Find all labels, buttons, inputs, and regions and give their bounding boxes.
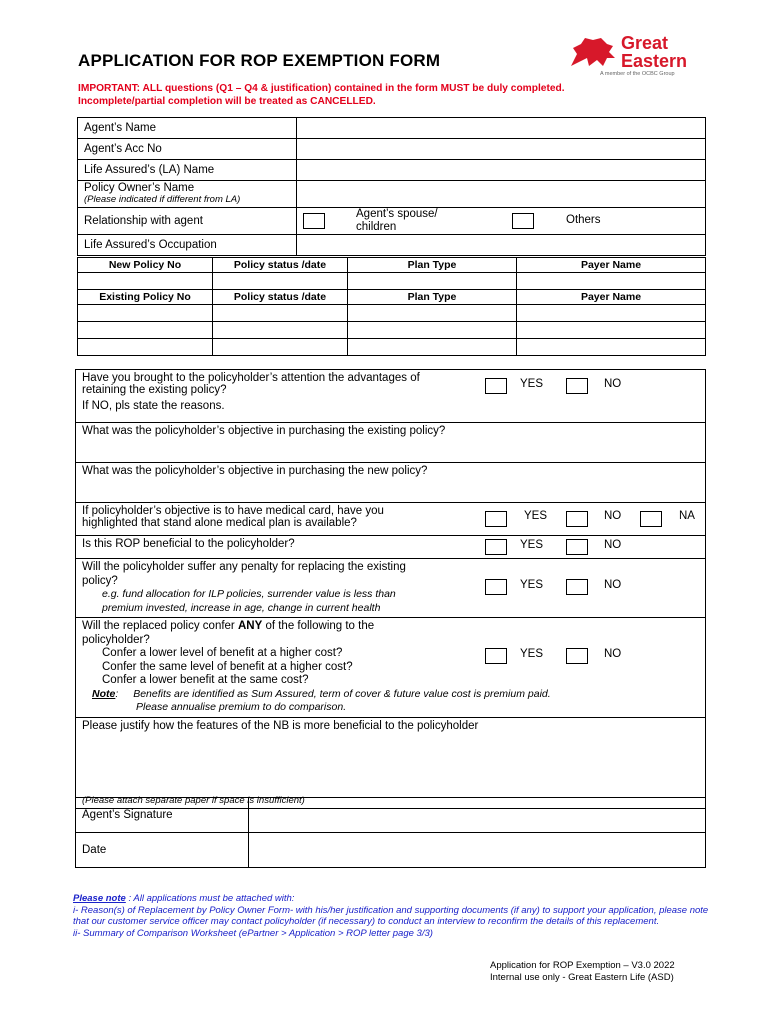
agent-details-table bbox=[77, 117, 706, 256]
note-line: Note: Benefits are identified as Sum Assured, term of cover & future value cost is premium paid. bbox=[92, 687, 551, 700]
q7-no-checkbox[interactable] bbox=[566, 648, 588, 664]
important-notice: IMPORTANT: ALL questions (Q1 – Q4 & justification) contained in the form MUST be duly completed. Incomplete/partial completion will be treated as CANCELLED. bbox=[78, 83, 565, 107]
existing-policy-header: Existing Policy No Policy status /date Plan Type Payer Name bbox=[78, 290, 706, 305]
agent-acc-field[interactable] bbox=[297, 139, 706, 160]
q4-cell: If policyholder’s objective is to have medical card, have you highlighted that stand alone medical plan is available? YES NO NA bbox=[76, 503, 706, 536]
q2-cell[interactable]: What was the policyholder’s objective in purchasing the existing policy? bbox=[76, 423, 706, 463]
q1-no-checkbox[interactable] bbox=[566, 378, 588, 394]
others-checkbox[interactable] bbox=[512, 213, 534, 229]
q5-cell: Is this ROP beneficial to the policyholder? YES NO bbox=[76, 536, 706, 559]
signature-field[interactable] bbox=[249, 798, 706, 833]
occupation-label: Life Assured’s Occupation bbox=[78, 235, 297, 256]
la-name-label: Life Assured’s (LA) Name bbox=[78, 160, 297, 181]
table-row bbox=[78, 273, 706, 290]
agent-name-field[interactable] bbox=[297, 118, 706, 139]
owner-name-label: Policy Owner’s Name (Please indicated if different from LA) bbox=[78, 181, 297, 208]
q5-yes-checkbox[interactable] bbox=[485, 539, 507, 555]
version-info: Application for ROP Exemption – V3.0 2022 Internal use only - Great Eastern Life (ASD) bbox=[490, 960, 675, 983]
footnote: Please note : All applications must be attached with: i- Reason(s) of Replacement by Policy Owner Form- with his/her justification and supporting documents (if any) to support your application, please note that our customer service officer may contact policyholder (if necessary) to conduct an interview to reconfirm the details of this replacement. ii- Summary of Comparison Worksheet (ePartner > Application > ROP letter page 3/3) bbox=[73, 893, 709, 939]
q7-yes-checkbox[interactable] bbox=[485, 648, 507, 664]
q4-yes-checkbox[interactable] bbox=[485, 511, 507, 527]
q3-cell[interactable]: What was the policyholder’s objective in purchasing the new policy? bbox=[76, 463, 706, 503]
great-eastern-logo: Great Eastern A member of the OCBC Group bbox=[567, 34, 695, 80]
date-label: Date bbox=[76, 833, 249, 868]
occupation-field[interactable] bbox=[297, 235, 706, 256]
lion-icon bbox=[567, 36, 619, 70]
q4-na-checkbox[interactable] bbox=[640, 511, 662, 527]
spouse-option-label: Agent’s spouse/ children bbox=[356, 208, 438, 233]
q1-yes-checkbox[interactable] bbox=[485, 378, 507, 394]
form-title: APPLICATION FOR ROP EXEMPTION FORM bbox=[78, 51, 441, 70]
owner-name-field[interactable] bbox=[297, 181, 706, 208]
others-option-label: Others bbox=[566, 214, 601, 226]
q6-cell: Will the policyholder suffer any penalty for replacing the existing policy? e.g. fund allocation for ILP policies, surrender value is less than premium invested, increase in age, change in current health YES NO bbox=[76, 559, 706, 618]
q7-cell: Will the replaced policy confer ANY of the following to the policyholder? Confer a lower level of benefit at a higher cost? Confer the same level of benefit at a higher cost? Confer a lower benefit at the same cost? Note: Benefits are identified as Sum Assured, term of cover & future value cost is premium paid. Please annualise premium to do comparison. YES NO bbox=[76, 618, 706, 718]
agent-name-label: Agent’s Name bbox=[78, 118, 297, 139]
policies-table bbox=[77, 257, 706, 356]
q6-yes-checkbox[interactable] bbox=[485, 579, 507, 595]
justification-cell[interactable]: Please justify how the features of the NB is more beneficial to the policyholder (Please attach separate paper if space is insufficient) bbox=[76, 717, 706, 808]
questions-table bbox=[75, 369, 706, 809]
la-name-field[interactable] bbox=[297, 160, 706, 181]
agent-acc-label: Agent’s Acc No bbox=[78, 139, 297, 160]
table-row bbox=[78, 339, 706, 356]
relationship-label: Relationship with agent bbox=[78, 208, 297, 235]
new-policy-header: New Policy No Policy status /date Plan Type Payer Name bbox=[78, 258, 706, 273]
table-row bbox=[78, 305, 706, 322]
signature-table bbox=[75, 797, 706, 868]
date-field[interactable] bbox=[249, 833, 706, 868]
q4-no-checkbox[interactable] bbox=[566, 511, 588, 527]
q1-cell: Have you brought to the policyholder’s attention the advantages of retaining the existing policy? If NO, pls state the reasons. YES NO bbox=[76, 370, 706, 423]
q6-no-checkbox[interactable] bbox=[566, 579, 588, 595]
relationship-options bbox=[297, 208, 706, 235]
spouse-checkbox[interactable] bbox=[303, 213, 325, 229]
signature-label: Agent’s Signature bbox=[76, 798, 249, 833]
table-row bbox=[78, 322, 706, 339]
q5-no-checkbox[interactable] bbox=[566, 539, 588, 555]
